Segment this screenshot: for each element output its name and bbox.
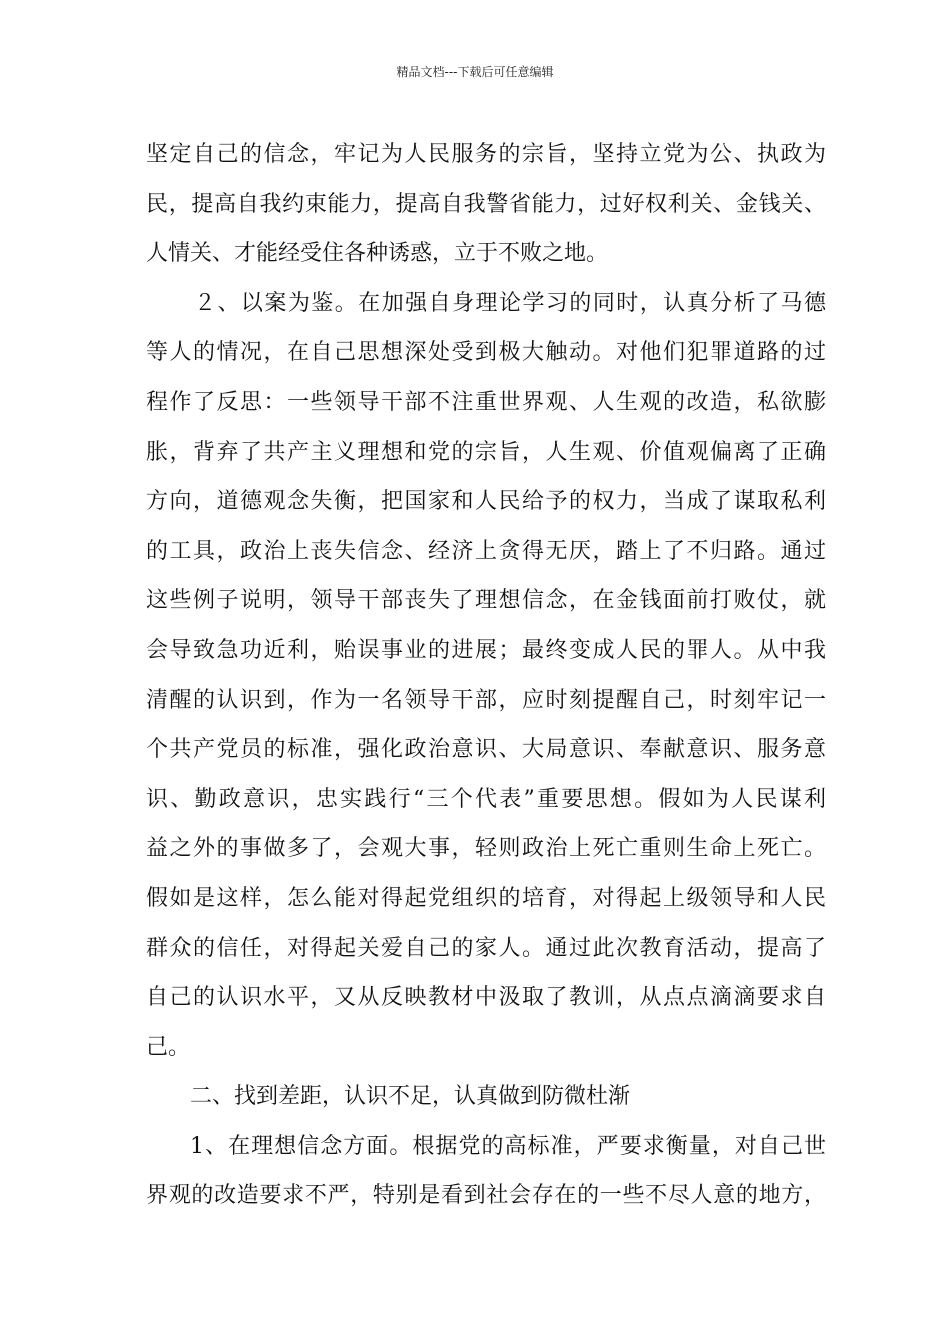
text-line: 假如是这样，怎么能对得起党组织的培育，对得起上级领导和人民	[146, 885, 826, 911]
text-line: 二、找到差距，认识不足，认真做到防微杜渐	[190, 1084, 631, 1110]
text-line: 己。	[146, 1034, 191, 1060]
text-line: 坚定自己的信念，牢记为人民服务的宗旨，坚持立党为公、执政为	[146, 142, 826, 167]
text-line: 界观的改造要求不严，特别是看到社会存在的一些不尽人意的地方，	[146, 1183, 826, 1209]
text-line: 民，提高自我约束能力，提高自我警省能力，过好权利关、金钱关、	[146, 191, 826, 217]
text-line: 会导致急功近利，贻误事业的进展；最终变成人民的罪人。从中我	[146, 637, 826, 663]
text-line: 识、勤政意识，忠实践行“三个代表”重要思想。假如为人民谋利	[146, 786, 826, 812]
text-line: 等人的情况，在自己思想深处受到极大触动。对他们犯罪道路的过	[146, 340, 826, 366]
page-header: 精品文档---下载后可任意编辑	[396, 65, 554, 79]
text-line: 益之外的事做多了，会观大事，轻则政治上死亡重则生命上死亡。	[146, 836, 826, 862]
text-line: 这些例子说明，领导干部丧失了理想信念，在金钱面前打败仗，就	[146, 588, 826, 614]
text-line: 个共产党员的标准，强化政治意识、大局意识、奉献意识、服务意	[146, 737, 826, 763]
text-line: ２、以案为鉴。在加强自身理论学习的同时，认真分析了马德	[194, 290, 826, 316]
text-line: 自己的认识水平，又从反映教材中汲取了教训，从点点滴滴要求自	[146, 985, 826, 1011]
text-line: 程作了反思：一些领导干部不注重世界观、人生观的改造，私欲膨	[146, 389, 826, 415]
text-line: 1、在理想信念方面。根据党的高标准，严要求衡量，对自己世	[190, 1133, 826, 1159]
text-line: 群众的信任，对得起关爱自己的家人。通过此次教育活动，提高了	[146, 935, 826, 961]
text-line: 的工具，政治上丧失信念、经济上贪得无厌，踏上了不归路。通过	[146, 538, 826, 564]
text-line: 胀，背弃了共产主义理想和党的宗旨，人生观、价值观偏离了正确	[146, 439, 826, 465]
text-line: 方向，道德观念失衡，把国家和人民给予的权力，当成了谋取私利	[146, 489, 826, 515]
text-line: 清醒的认识到，作为一名领导干部，应时刻提醒自己，时刻牢记一	[146, 687, 826, 713]
document-body	[146, 130, 826, 1221]
text-line: 人情关、才能经受住各种诱惑，立于不败之地。	[146, 241, 609, 267]
